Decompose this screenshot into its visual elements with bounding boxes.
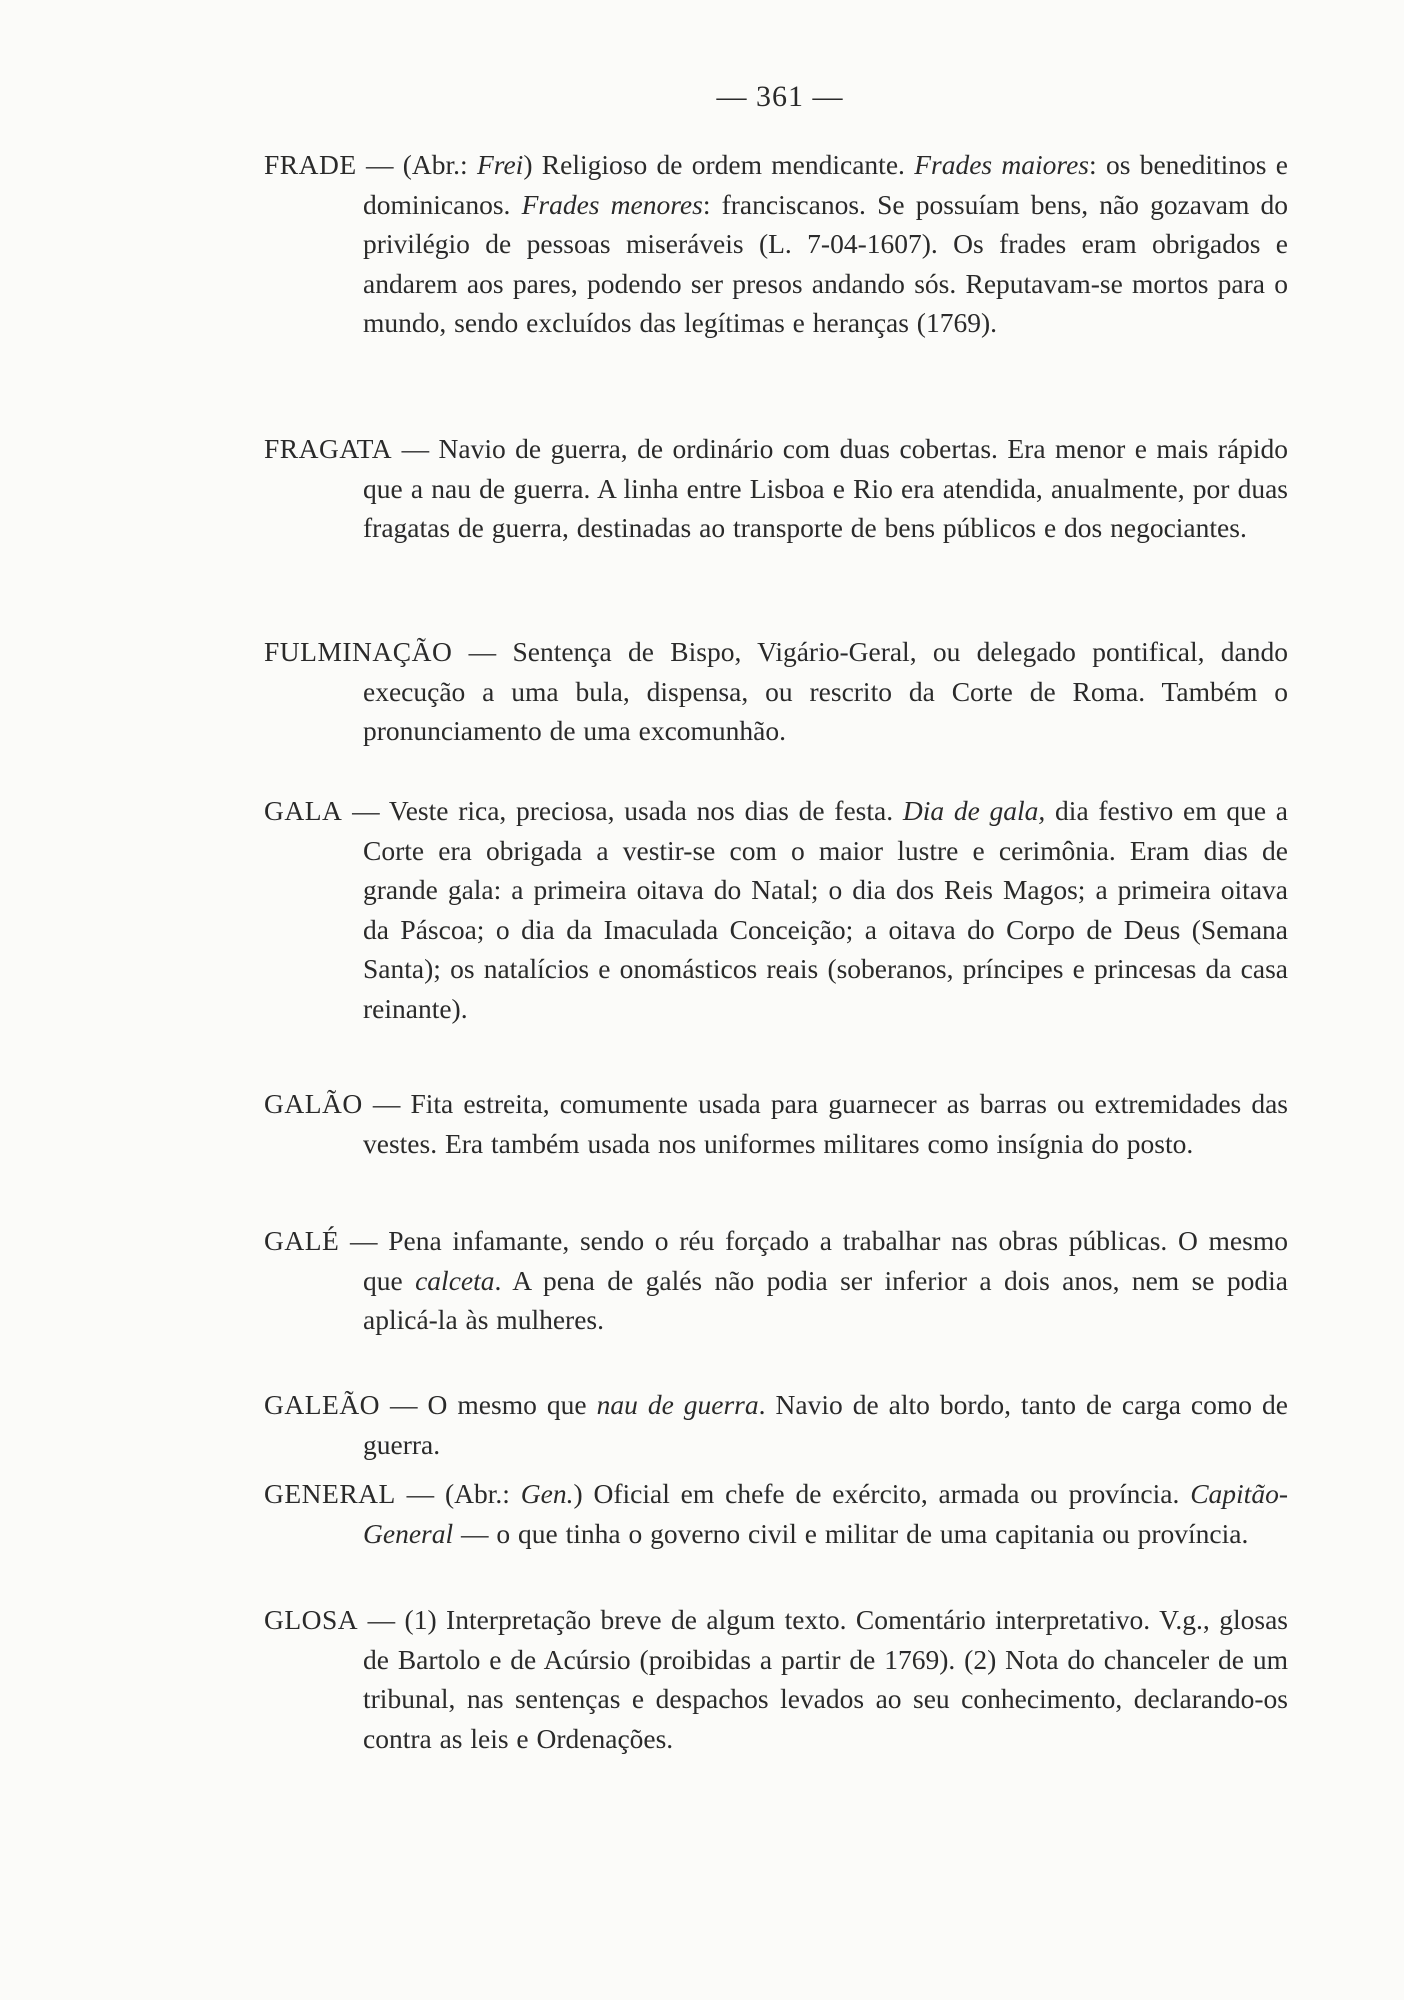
page-number: — 361 — [716,80,844,113]
italic-term: Frades menores [521,188,703,220]
definition-text: : os beneditinos e dominicanos. [363,149,1288,220]
definition-text: . Navio de alto bordo, tanto de carga como de guerra. [363,1389,1288,1460]
headword: GALÉ [264,1225,340,1256]
headword: FRADE [264,149,357,180]
definition-text: — Pena infamante, sendo o réu forçado a trabalhar nas obras públicas. O mesmo que [339,1225,1288,1296]
definition-text: — Navio de guerra, de ordinário com duas cobertas. Era menor e mais rápido que a nau de guerra. A linha entre Lisboa e Rio era atendida, anualmente, por duas fragatas de guerra, destinadas ao transporte de bens públicos e dos negociantes. [363,433,1288,544]
definition-text: ) Oficial em chefe de exército, armada ou província. [573,1478,1191,1509]
entry-gala [264,791,1288,1029]
entry-fragata [264,429,1288,548]
italic-term: calceta [415,1264,495,1296]
headword: GALÃO [264,1088,363,1119]
definition-text: — O mesmo que [380,1389,597,1420]
entry-galeao [264,1385,1288,1464]
headword: FULMINAÇÃO [264,636,453,667]
definition-text: — Veste rica, preciosa, usada nos dias de festa. [342,795,903,826]
entry-gale [264,1221,1288,1340]
definition-text: . A pena de galés não podia ser inferior a dois anos, nem se podia aplicá-la às mulheres. [363,1264,1288,1336]
definition-text: — o que tinha o governo civil e militar de uma capitania ou província. [453,1517,1249,1549]
italic-term: Dia de gala, [902,795,1046,826]
entry-frade [264,145,1288,343]
headword: GALA [264,795,343,826]
italic-term: Capitão-General [363,1478,1288,1549]
entry-glosa [264,1600,1288,1758]
entry-fulminacao [264,632,1288,751]
headword: FRAGATA [264,433,393,464]
italic-term: nau de guerra [596,1389,759,1420]
entry-galao [264,1084,1288,1163]
definition-text: — (Abr.: [356,149,477,180]
italic-term: Gen. [520,1478,574,1509]
headword: GLOSA [264,1604,359,1635]
definition-text: — (Abr.: [395,1478,521,1509]
definition-text: — Sentença de Bispo, Vigário-Geral, ou delegado pontifical, dando execução a uma bula, dispensa, ou rescrito da Corte de Roma. Também o pronunciamento de uma excomunhão. [363,636,1288,747]
definition-text: dia festivo em que a Corte era obrigada a vestir-se com o maior lustre e cerimônia. Eram dias de grande gala: a primeira oitava do Natal; o dia dos Reis Magos; a primeira oitava da Páscoa; o dia da Imaculada Conceição; a oitava do Corpo de Deus (Semana Santa); os natalícios e onomásticos reais (soberanos, príncipes e princesas da casa reinante). [363,795,1288,1024]
headword: GALEÃO [264,1389,381,1420]
headword: GENERAL [264,1478,396,1509]
definition-text: ) Religioso de ordem mendicante. [523,149,915,180]
definition-text: : franciscanos. Se possuíam bens, não gozavam do privilégio de pessoas miseráveis (L. 7-04-1607). Os frades eram obrigados e andarem aos pares, podendo ser presos andando sós. Reputavam-se mortos para o mundo, sendo excluídos das legítimas e heranças (1769). [363,188,1289,339]
definition-text: — Fita estreita, comumente usada para guarnecer as barras ou extremidades das vestes. Era também usada nos uniformes militares como insígnia do posto. [362,1088,1288,1159]
italic-term: Frades maiores [914,149,1090,180]
entry-general [264,1474,1288,1553]
definition-text: — (1) Interpretação breve de algum texto. Comentário interpretativo. V.g., glosas de Bartolo e de Acúrsio (proibidas a partir de 1769). (2) Nota do chanceler de um tribunal, nas sentenças e despachos levados ao seu conhecimento, declarando-os contra as leis e Ordenações. [358,1604,1288,1754]
italic-term: Frei [476,149,524,180]
